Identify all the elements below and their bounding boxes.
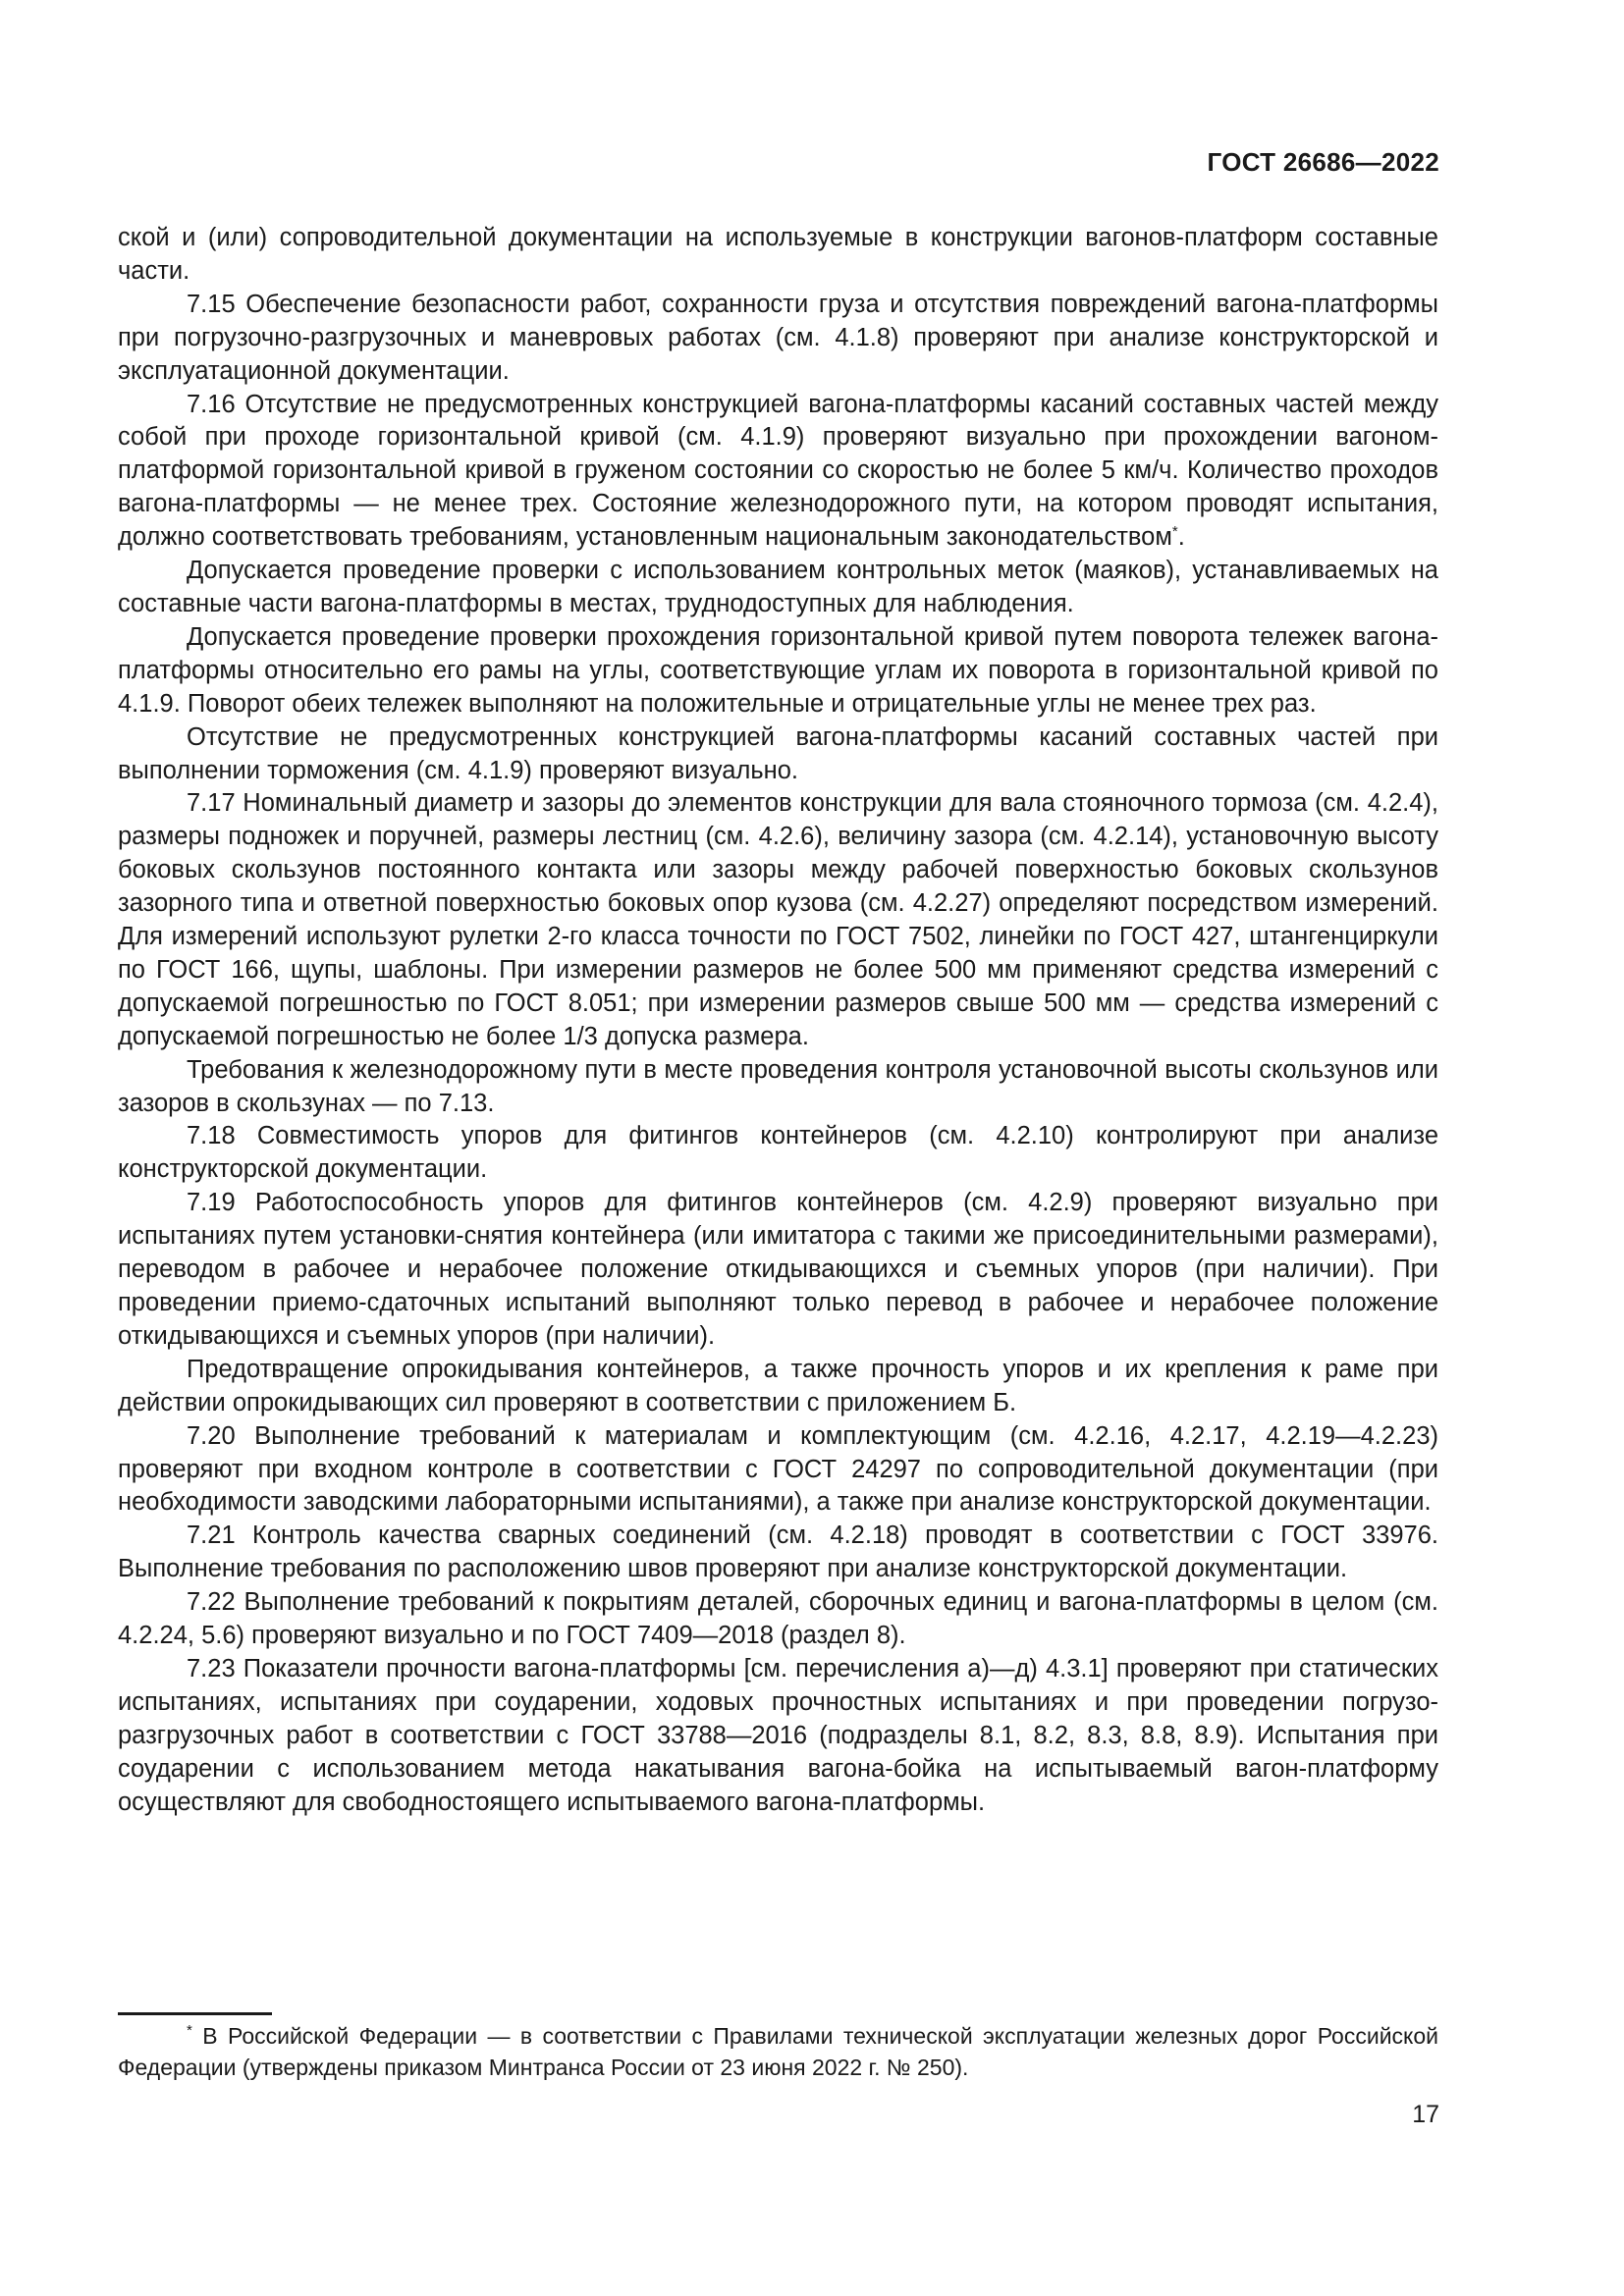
main-text: [118, 222, 1438, 1820]
paragraph-7-22: 7.22 Выполнение требований к покрытиям деталей, сборочных единиц и вагона-платформы в целом (см. 4.2.24, 5.6) проверяют визуально и по ГОСТ 7409—2018 (раздел 8).: [118, 1588, 1438, 1650]
paragraph-markers-note: Допускается проведение проверки с использованием контрольных меток (маяков), устанавливаемых на составные части вагона-платформы в местах, труднодоступных для наблюдения.: [118, 557, 1438, 617]
paragraph-7-19: 7.19 Работоспособность упоров для фитингов контейнеров (см. 4.2.9) проверяют визуально при испытаниях путем установки-снятия контейнера (или имитатора с такими же присоединительными размерами), переводом в рабочее и нерабочее положение откидывающихся и съемных упоров (при наличии). При проведении приемо-сдаточных испытаний выполняют только перевод в рабочее и нерабочее положение откидывающихся и съемных упоров (при наличии).: [118, 1189, 1438, 1350]
paragraph-7-17: 7.17 Номинальный диаметр и зазоры до элементов конструкции для вала стояночного тормоза (см. 4.2.4), размеры подножек и поручней, размеры лестниц (см. 4.2.6), величину зазора (см. 4.2.14), установочную высоту боковых скользунов постоянного контакта или зазоры между рабочей поверхностью боковых скользунов зазорного типа и ответной поверхностью боковых опор кузова (см. 4.2.27) определяют посредством измерений. Для измерений используют рулетки 2-го класса точности по ГОСТ 7502, линейки по ГОСТ 427, штангенциркули по ГОСТ 166, щупы, шаблоны. При измерении размеров не более 500 мм применяют средства измерений с допускаемой погрешностью по ГОСТ 8.051; при измерении размеров свыше 500 мм — средства измерений с допускаемой погрешностью не более 1/3 допуска размера.: [118, 789, 1438, 1050]
paragraph-continuation: ской и (или) сопроводительной документации на используемые в конструкции вагонов-платформ составные части.: [118, 224, 1438, 285]
paragraph-7-16: [118, 389, 1438, 556]
paragraph-overturn-prevention: Предотвращение опрокидывания контейнеров, а также прочность упоров и их крепления к раме при действии опрокидывающих сил проверяют в соответствии с приложением Б.: [118, 1355, 1438, 1416]
paragraph-7-16-period: .: [1177, 523, 1185, 552]
paragraph-7-23: 7.23 Показатели прочности вагона-платформы [см. перечисления а)—д) 4.3.1] проверяют при статических испытаниях, испытаниях при соударении, ходовых прочностных испытаниях и при проведении погрузо-разгрузочных работ в соответствии с ГОСТ 33788—2016 (подразделы 8.1, 8.2, 8.3, 8.8, 8.9). Испытания при соударении с использованием метода накатывания вагона-бойка на испытываемый вагон-платформу осуществляют для свободностоящего испытываемого вагона-платформы.: [118, 1654, 1438, 1816]
footnote-divider: [118, 2012, 272, 2015]
footnote: [118, 2020, 1438, 2083]
paragraph-braking-note: Отсутствие не предусмотренных конструкцией вагона-платформы касаний составных частей при выполнении торможения (см. 4.1.9) проверяют визуально.: [118, 722, 1438, 784]
footnote-text: В Российской Федерации — в соответствии с Правилами технической эксплуатации железных дорог Российской Федерации (утверждены приказом Минтранса России от 23 июня 2022 г. № 250).: [118, 2023, 1438, 2080]
paragraph-7-16-text: 7.16 Отсутствие не предусмотренных конструкцией вагона-платформы касаний составных частей между собой при проходе горизонтальной кривой (см. 4.1.9) проверяют визуально при прохождении вагоном-платформой горизонтальной кривой в груженом состоянии со скоростью не более 5 км/ч. Количество проходов вагона-платформы — не менее трех. Состояние железнодорожного пути, на котором проводят испытания, должно соответствовать требованиям, установленным национальным законодательством: [118, 390, 1438, 552]
paragraph-7-15: 7.15 Обеспечение безопасности работ, сохранности груза и отсутствия повреждений вагона-платформы при погрузочно-разгрузочных и маневровых работах (см. 4.1.8) проверяют при анализе конструкторской и эксплуатационной документации.: [118, 290, 1438, 385]
footnote-marker: *: [187, 2022, 192, 2039]
paragraph-track-requirements: Требования к железнодорожному пути в месте проведения контроля установочной высоты скользунов или зазоров в скользунах — по 7.13.: [118, 1055, 1438, 1117]
paragraph-7-20: 7.20 Выполнение требований к материалам и комплектующим (см. 4.2.16, 4.2.17, 4.2.19—4.2.23) проверяют при входном контроле в соответствии с ГОСТ 24297 по сопроводительной документации (при необходимости заводскими лабораторными испытаниями), а также при анализе конструкторской документации.: [118, 1421, 1438, 1517]
paragraph-bogie-rotation-note: Допускается проведение проверки прохождения горизонтальной кривой путем поворота тележек вагона-платформы относительно его рамы на углы, соответствующие углам их поворота в горизонтальной кривой по 4.1.9. Поворот обеих тележек выполняют на положительные и отрицательные углы не менее трех раз.: [118, 622, 1438, 718]
paragraph-7-21: 7.21 Контроль качества сварных соединений (см. 4.2.18) проводят в соответствии с ГОСТ 33976. Выполнение требования по расположению швов проверяют при анализе конструкторской документации.: [118, 1522, 1438, 1583]
page-number: 17: [1412, 2101, 1439, 2128]
footnote-reference[interactable]: *: [1171, 523, 1178, 541]
paragraph-7-18: 7.18 Совместимость упоров для фитингов контейнеров (см. 4.2.10) контролируют при анализе конструкторской документации.: [118, 1122, 1438, 1184]
document-code-header: ГОСТ 26686—2022: [1207, 147, 1439, 177]
